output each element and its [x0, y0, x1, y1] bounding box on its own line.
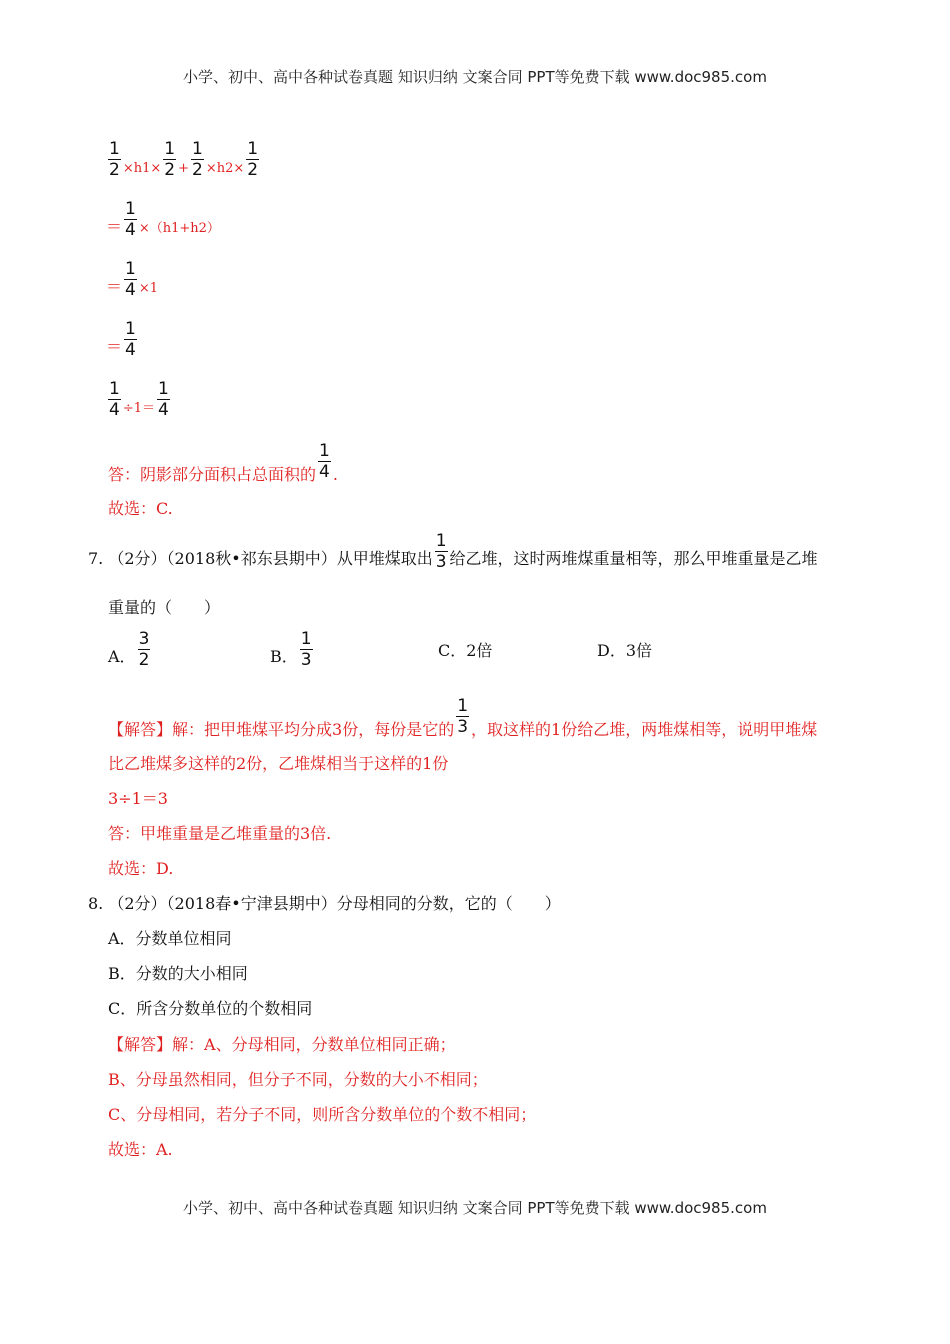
q8-solution-1: 【解答】解：A、分母相同，分数单位相同正确；	[108, 1035, 456, 1054]
footer-banner: 小学、初中、高中各种试卷真题 知识归纳 文案合同 PPT等免费下载 www.doc985.com	[183, 1199, 767, 1217]
calc-line-3: ＝ $\frac{1}{4}$ ×1	[106, 259, 159, 300]
fraction: $\frac{1}{4}$	[158, 379, 169, 420]
header-banner: 小学、初中、高中各种试卷真题 知识归纳 文案合同 PPT等免费下载 www.doc985.com	[183, 68, 767, 86]
q8-option-c: C．所含分数单位的个数相同	[108, 999, 313, 1018]
q7-solution-4: 答：甲堆重量是乙堆重量的3倍.	[108, 824, 332, 843]
q8-option-a: A．分数单位相同	[108, 929, 232, 948]
q8-stem: 8. （2分）（2018春•宁津县期中）分母相同的分数，它的（ ）	[88, 894, 561, 913]
fraction: $\frac{1}{4}$	[125, 199, 136, 240]
fraction: $\frac{1}{4}$	[125, 259, 136, 300]
q8-solution-2: B、分母虽然相同，但分子不同，分数的大小不相同；	[108, 1070, 488, 1089]
q7-option-b: B． $\frac{1}{3}$	[270, 629, 312, 670]
fraction: $\frac{1}{3}$	[457, 696, 469, 737]
q7-option-c: C．2倍	[438, 641, 493, 660]
calc-line-2: ＝ $\frac{1}{4}$ ×（h1+h2）	[106, 199, 220, 240]
fraction: $\frac{1}{4}$	[109, 379, 120, 420]
q7-option-d: D．3倍	[597, 641, 653, 660]
q7-solution-1: 【解答】解：把甲堆煤平均分成3份，每份是它的 $\frac{1}{3}$ ，取这样的1份给乙堆，两堆煤相等，说明甲堆煤	[108, 696, 818, 739]
calc-choice: 故选：C.	[108, 499, 173, 518]
fraction: $\frac{1}{4}$	[125, 319, 136, 360]
q7-stem: 7. （2分）（2018秋•祁东县期中）从甲堆煤取出 $\frac{1}{3}$ 给乙堆，这时两堆煤重量相等，那么甲堆重量是乙堆	[88, 531, 818, 572]
fraction: $\frac{3}{2}$	[138, 629, 150, 670]
q7-solution-3: 3÷1＝3	[108, 789, 168, 808]
calc-answer: 答：阴影部分面积占总面积的 $\frac{1}{4}$ .	[108, 441, 338, 484]
calc-line-1: $\frac{1}{2}$ ×h1× $\frac{1}{2}$ + $\frac{1}{2}$ ×h2× $\frac{1}{2}$	[109, 139, 259, 180]
fraction: $\frac{1}{3}$	[435, 531, 447, 572]
calc-line-4: ＝ $\frac{1}{4}$	[106, 319, 136, 360]
q7-solution-2: 比乙堆煤多这样的2份，乙堆煤相当于这样的1份	[108, 754, 449, 773]
fraction: $\frac{1}{2}$	[164, 139, 176, 180]
fraction: $\frac{1}{2}$	[192, 139, 203, 180]
calc-line-5: $\frac{1}{4}$ ÷1＝ $\frac{1}{4}$	[109, 379, 169, 420]
fraction: $\frac{1}{3}$	[300, 629, 312, 670]
fraction: $\frac{1}{2}$	[247, 139, 259, 180]
q7-stem-cont: 重量的（ ）	[108, 598, 221, 617]
fraction: $\frac{1}{4}$	[319, 441, 330, 482]
q8-solution-3: C、分母相同，若分子不同，则所含分数单位的个数不相同；	[108, 1105, 537, 1124]
q8-option-b: B．分数的大小相同	[108, 964, 248, 983]
q8-choice: 故选：A.	[108, 1140, 173, 1159]
fraction: $\frac{1}{2}$	[109, 139, 120, 180]
q7-option-a: A． $\frac{3}{2}$	[108, 629, 150, 670]
q7-choice: 故选：D.	[108, 859, 174, 878]
